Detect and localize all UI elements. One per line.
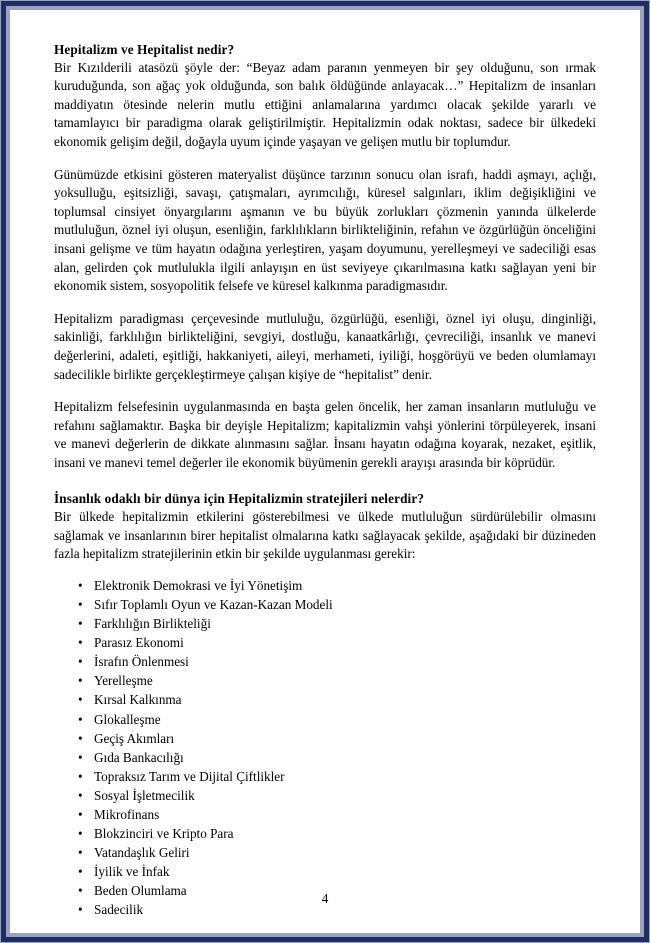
paragraph-materyalist: Günümüzde etkisini gösteren materyalist düşünce tarzının sonucu olan israfı, haddi aşmayı, açlığı, yoksulluğu, eşitsizliği, savaşı, çatışmaları, ayrımcılığı, küresel salgınları, iklim değişikliğini ve toplumsal cinsiyet önyargılarını aşmanın ve bu büyük zorlukları çözmenin yanında ülkelerde mutluluğun, öznel iyi oluşun, esenliğin, farklılıkların birlikteliğinin, refahın ve özgürlüğün önceliğini insani gelişme ve tüm hayatın odağına yerleştiren, yaşam doyumunu, yerelleşmeyi ve sadeciliği esas alan, gelirden çok mutlulukla ilgili anlayışın en üst seviyeye çıkarılmasına katkı sağlayan yeni bir ekonomik sistem, sosyopolitik felsefe ve küresel kalkınma paradigmasıdır. [54,166,596,294]
page-content [54,42,596,920]
list-item [54,824,596,843]
list-item [54,671,596,690]
list-item-label: Geçiş Akımları [94,730,175,746]
bullet-icon: • [78,883,83,899]
list-item-label: Glokalleşme [94,711,161,727]
list-item [54,767,596,786]
bullet-icon: • [78,826,83,842]
paragraph-paradigma: Hepitalizm paradigması çerçevesinde mutluluğu, özgürlüğü, esenliği, öznel iyi oluşu, dinginliği, sakinliği, farklılığın birlikteliğini, sevgiyi, dostluğu, kanaatkârlığı, çevreciliği, insanlık ve manevi değerlerini, adaleti, eşitliği, hakkaniyeti, aileyi, merhameti, iyiliği, hoşgörüyü ve beden olumlamayı sadecilikle birlikte gerçekleştirmeye çalışan kişiye de “hepitalist” denir. [54,310,596,382]
bullet-icon: • [78,635,83,651]
list-item [54,633,596,652]
list-item-label: Sadecilik [94,902,144,918]
list-item-label: Topraksız Tarım ve Dijital Çiftlikler [94,768,285,784]
bullet-icon: • [78,730,83,746]
bullet-icon: • [78,616,83,632]
list-item [54,690,596,709]
list-item-label: İsrafın Önlenmesi [94,654,189,670]
list-item-label: Yerelleşme [94,673,153,689]
bullet-icon: • [78,692,83,708]
list-item [54,843,596,862]
list-item-label: Elektronik Demokrasi ve İyi Yönetişim [94,577,303,593]
strategy-list [54,576,596,920]
heading-stratejiler: İnsanlık odaklı bir dünya için Hepitalizmin stratejileri nelerdir? [54,491,425,507]
list-item-label: Mikrofinans [94,806,160,822]
list-item-label: İyilik ve İnfak [94,864,170,880]
list-item [54,614,596,633]
list-item [54,652,596,671]
list-item [54,576,596,595]
list-item-label: Vatandaşlık Geliri [94,845,190,861]
bullet-icon: • [78,654,83,670]
list-item [54,748,596,767]
list-item [54,786,596,805]
paragraph-stratejiler-intro: Bir ülkede hepitalizmin etkilerini gösterebilmesi ve ülkede mutluluğun sürdürülebilir olmasını sağlamak ve insanlarının birer hepitalist olmalarına katkı sağlayacak şekilde, aşağıdaki bir düzineden fazla hepitalizm stratejilerinin etkin bir şekilde uygulanması gerekir: [54,509,596,562]
list-item-label: Sıfır Toplamlı Oyun ve Kazan-Kazan Modeli [94,596,333,612]
list-item [54,595,596,614]
bullet-icon: • [78,768,83,784]
list-item-label: Blokzinciri ve Kripto Para [94,826,234,842]
list-item-label: Parasız Ekonomi [94,635,184,651]
list-item-label: Beden Olumlama [94,883,187,899]
list-item [54,805,596,824]
list-item-label: Gıda Bankacılığı [94,749,184,765]
bullet-icon: • [78,577,83,593]
list-item-label: Sosyal İşletmecilik [94,787,195,803]
bullet-icon: • [78,787,83,803]
page-number: 4 [321,891,329,906]
list-item [54,862,596,881]
list-item-label: Kırsal Kalkınma [94,692,182,708]
paragraph-definition: Bir Kızılderili atasözü şöyle der: “Beyaz adam paranın yenmeyen bir şey olduğunu, son ırmak kuruduğunda, son ağaç yok olduğunda, son balık öldüğünde anlayacak…” Hepitalizm de insanları maddiyatın ötesinde nelerin mutlu ettiğini anlamalarına yardımcı olacak şekilde yararlı ve tamamlayıcı bir paradigma olarak geliştirilmiştir. Hepitalizmin odak noktası, sadece bir ülkedeki ekonomik gelişim değil, doğayla uyum içinde yaşayan ve gelişen mutlu bir toplumdur. [54,59,596,149]
list-item-label: Farklılığın Birlikteliği [94,616,211,632]
bullet-icon: • [78,864,83,880]
heading-hepitalizm-nedir: Hepitalizm ve Hepitalist nedir? [54,42,235,57]
bullet-icon: • [78,673,83,689]
list-item [54,710,596,729]
list-item [54,729,596,748]
bullet-icon: • [78,596,83,612]
bullet-icon: • [78,902,83,918]
bullet-icon: • [78,711,83,727]
bullet-icon: • [78,845,83,861]
bullet-icon: • [78,749,83,765]
paragraph-felsefe: Hepitalizm felsefesinin uygulanmasında en başta gelen öncelik, her zaman insanların mutluluğu ve refahını sağlamaktır. Başka bir deyişle Hepitalizm; kapitalizmin vahşi yönlerini törpüleyerek, insani ve manevi değerlerin de dikkate alınmasını sağlar. İnsanı hayatın odağına koyarak, nezaket, eşitlik, insani ve manevi temel değerler ile ekonomik büyümenin gerekli arayışı arasında bir köprüdür. [54,399,596,470]
bullet-icon: • [78,806,83,822]
